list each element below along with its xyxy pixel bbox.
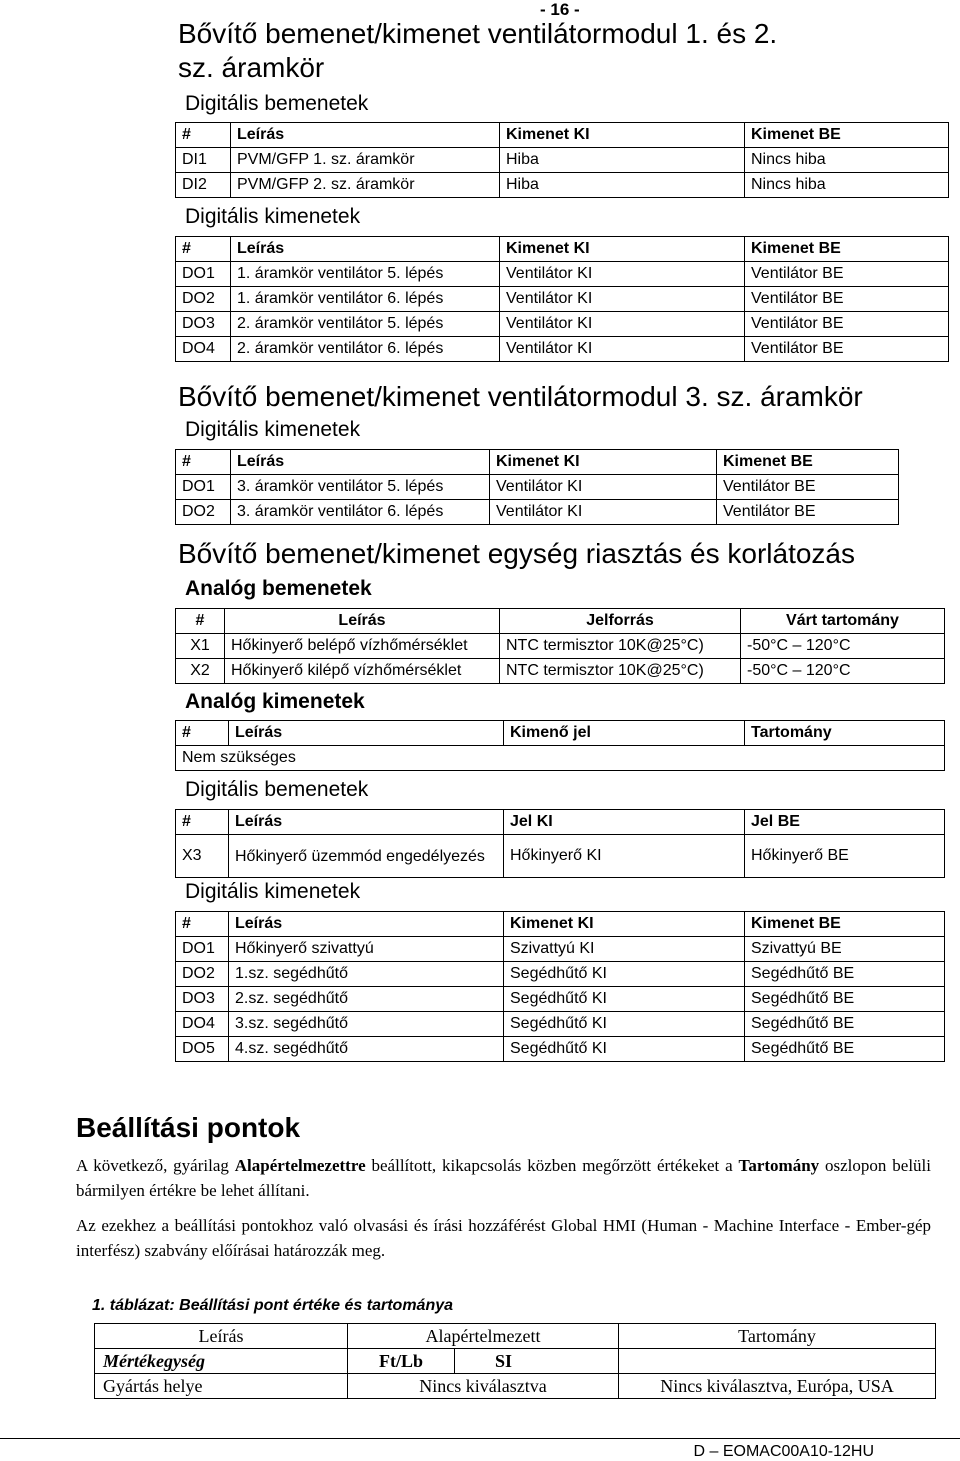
col-header: # bbox=[176, 123, 231, 148]
cell: DO3 bbox=[176, 312, 231, 337]
cell: PVM/GFP 2. sz. áramkör bbox=[231, 173, 500, 198]
table-row bbox=[176, 1012, 945, 1037]
table-header-row bbox=[95, 1324, 936, 1349]
cell: 4.sz. segédhűtő bbox=[229, 1037, 504, 1062]
para-bold-default: Alapértelmezettre bbox=[234, 1156, 366, 1175]
not-needed-note: Nem szükséges bbox=[176, 746, 945, 771]
table-caption: 1. táblázat: Beállítási pont értéke és tartománya bbox=[92, 1297, 454, 1314]
cell: Hőkinyerő szivattyú bbox=[229, 937, 504, 962]
settings-paragraph-2: Az ezekhez a beállítási pontokhoz való olvasási és írási hozzáférést Global HMI (Human - Machine Interface - Ember-gép interfész) szabvány előírásai határozzák meg. bbox=[76, 1216, 931, 1260]
table-row bbox=[176, 337, 949, 362]
cell: Hiba bbox=[500, 148, 745, 173]
col-header: Kimenő jel bbox=[504, 721, 745, 746]
cell bbox=[619, 1349, 936, 1374]
col-header: Leírás bbox=[225, 609, 500, 634]
cell: NTC termisztor 10K@25°C) bbox=[500, 659, 741, 684]
cell: Ventilátor BE bbox=[717, 475, 899, 500]
cell: Ventilátor KI bbox=[500, 287, 745, 312]
cell: 3. áramkör ventilátor 5. lépés bbox=[231, 475, 490, 500]
col-header: Kimenet BE bbox=[745, 237, 949, 262]
cell: Hőkinyerő KI bbox=[504, 835, 745, 878]
para-bold-range: Tartomány bbox=[738, 1156, 820, 1175]
cell: DO4 bbox=[176, 1012, 229, 1037]
col-header: Leírás bbox=[95, 1324, 348, 1349]
col-header: Tartomány bbox=[745, 721, 945, 746]
table-header-row bbox=[176, 237, 949, 262]
col-header: Jel KI bbox=[504, 810, 745, 835]
col-header: Kimenet KI bbox=[500, 123, 745, 148]
cell: Segédhűtő KI bbox=[504, 1037, 745, 1062]
cell: DO2 bbox=[176, 287, 231, 312]
cell: PVM/GFP 1. sz. áramkör bbox=[231, 148, 500, 173]
table-row bbox=[176, 287, 949, 312]
cell: DO2 bbox=[176, 962, 229, 987]
footer-doc-code: D – EOMAC00A10-12HU bbox=[693, 1443, 874, 1460]
table-row bbox=[176, 312, 949, 337]
cell: Segédhűtő KI bbox=[504, 1012, 745, 1037]
cell: DO4 bbox=[176, 337, 231, 362]
table-row bbox=[176, 987, 945, 1012]
cell: 3. áramkör ventilátor 6. lépés bbox=[231, 500, 490, 525]
col-header: Tartomány bbox=[619, 1324, 936, 1349]
setpoint-table bbox=[94, 1323, 936, 1399]
cell: 3.sz. segédhűtő bbox=[229, 1012, 504, 1037]
cell: DO1 bbox=[176, 937, 229, 962]
table-row bbox=[176, 1037, 945, 1062]
cell: X2 bbox=[176, 659, 225, 684]
cell: DI1 bbox=[176, 148, 231, 173]
col-header: Leírás bbox=[229, 810, 504, 835]
cell: Hőkinyerő kilépő vízhőmérséklet bbox=[225, 659, 500, 684]
col-header: Leírás bbox=[231, 450, 490, 475]
cell: DI2 bbox=[176, 173, 231, 198]
digital-outputs-heading: Digitális kimenetek bbox=[185, 880, 361, 903]
cell: Szivattyú BE bbox=[745, 937, 945, 962]
cell: 1.sz. segédhűtő bbox=[229, 962, 504, 987]
cell: Ventilátor KI bbox=[490, 475, 717, 500]
table-header-row bbox=[176, 609, 945, 634]
section-1-digital-inputs-table bbox=[175, 122, 949, 198]
section-1-title: Bővítő bemenet/kimenet ventilátormodul 1. és 2. sz. áramkör bbox=[178, 18, 778, 83]
table-header-row bbox=[176, 450, 899, 475]
cell: DO3 bbox=[176, 987, 229, 1012]
cell: Segédhűtő BE bbox=[745, 987, 945, 1012]
col-header: Leírás bbox=[229, 912, 504, 937]
section-1-digital-inputs-heading: Digitális bemenetek bbox=[185, 92, 369, 115]
cell: Segédhűtő KI bbox=[504, 962, 745, 987]
col-header: Leírás bbox=[229, 721, 504, 746]
cell: Ventilátor KI bbox=[500, 262, 745, 287]
digital-inputs-heading: Digitális bemenetek bbox=[185, 778, 369, 801]
col-header: Várt tartomány bbox=[741, 609, 945, 634]
col-header: # bbox=[176, 609, 225, 634]
col-header: # bbox=[176, 721, 229, 746]
cell: Hiba bbox=[500, 173, 745, 198]
settings-paragraph-1 bbox=[76, 1153, 931, 1203]
digital-outputs-table bbox=[175, 911, 945, 1062]
col-header: Kimenet KI bbox=[490, 450, 717, 475]
unit-si: SI bbox=[455, 1349, 619, 1374]
cell: 1. áramkör ventilátor 6. lépés bbox=[231, 287, 500, 312]
table-row bbox=[95, 1374, 936, 1399]
cell: Nincs kiválasztva, Európa, USA bbox=[619, 1374, 936, 1399]
col-header: Alapértelmezett bbox=[348, 1324, 619, 1349]
cell: Segédhűtő BE bbox=[745, 962, 945, 987]
table-row bbox=[176, 937, 945, 962]
analog-outputs-heading: Analóg kimenetek bbox=[185, 690, 365, 713]
cell: Hőkinyerő BE bbox=[745, 835, 945, 878]
cell: NTC termisztor 10K@25°C) bbox=[500, 634, 741, 659]
table-row bbox=[176, 173, 949, 198]
cell: X3 bbox=[176, 835, 229, 878]
table-row bbox=[176, 659, 945, 684]
analog-inputs-heading: Analóg bemenetek bbox=[185, 577, 372, 600]
col-header: # bbox=[176, 912, 229, 937]
cell: Nincs hiba bbox=[745, 148, 949, 173]
table-row bbox=[176, 500, 899, 525]
cell: 2.sz. segédhűtő bbox=[229, 987, 504, 1012]
cell: DO2 bbox=[176, 500, 231, 525]
cell: 2. áramkör ventilátor 6. lépés bbox=[231, 337, 500, 362]
section-1-digital-outputs-heading: Digitális kimenetek bbox=[185, 205, 361, 228]
analog-inputs-table bbox=[175, 608, 945, 684]
section-3-title: Bővítő bemenet/kimenet egység riasztás és korlátozás bbox=[178, 538, 856, 569]
cell: -50°C – 120°C bbox=[741, 659, 945, 684]
col-header: # bbox=[176, 810, 229, 835]
cell: 1. áramkör ventilátor 5. lépés bbox=[231, 262, 500, 287]
digital-inputs-table bbox=[175, 809, 945, 878]
cell: 2. áramkör ventilátor 5. lépés bbox=[231, 312, 500, 337]
cell: Szivattyú KI bbox=[504, 937, 745, 962]
cell: DO1 bbox=[176, 262, 231, 287]
cell: Segédhűtő KI bbox=[504, 987, 745, 1012]
col-header: Kimenet BE bbox=[717, 450, 899, 475]
col-header: Jel BE bbox=[745, 810, 945, 835]
col-header: Kimenet BE bbox=[745, 912, 945, 937]
table-header-row bbox=[176, 123, 949, 148]
table-row bbox=[95, 1349, 936, 1374]
table-header-row bbox=[176, 912, 945, 937]
table-row bbox=[176, 148, 949, 173]
table-header-row bbox=[176, 721, 945, 746]
col-header: # bbox=[176, 237, 231, 262]
cell: Ventilátor BE bbox=[745, 337, 949, 362]
cell: Ventilátor KI bbox=[500, 337, 745, 362]
col-header: # bbox=[176, 450, 231, 475]
cell: Ventilátor BE bbox=[717, 500, 899, 525]
unit-label: Mértékegység bbox=[95, 1349, 348, 1374]
section-2-title: Bővítő bemenet/kimenet ventilátormodul 3. sz. áramkör bbox=[178, 381, 863, 412]
cell: Ventilátor KI bbox=[500, 312, 745, 337]
cell: DO1 bbox=[176, 475, 231, 500]
cell: Segédhűtő BE bbox=[745, 1012, 945, 1037]
cell: Nincs kiválasztva bbox=[348, 1374, 619, 1399]
cell: Ventilátor BE bbox=[745, 262, 949, 287]
section-2-digital-outputs-heading: Digitális kimenetek bbox=[185, 418, 361, 441]
col-header: Leírás bbox=[231, 237, 500, 262]
footer-divider bbox=[0, 1438, 960, 1439]
cell: Gyártás helye bbox=[95, 1374, 348, 1399]
cell: Hőkinyerő belépő vízhőmérséklet bbox=[225, 634, 500, 659]
cell: DO5 bbox=[176, 1037, 229, 1062]
cell: Hőkinyerő üzemmód engedélyezés bbox=[229, 835, 504, 878]
table-row bbox=[176, 634, 945, 659]
col-header: Jelforrás bbox=[500, 609, 741, 634]
col-header: Kimenet KI bbox=[500, 237, 745, 262]
table-row bbox=[176, 962, 945, 987]
cell: Nincs hiba bbox=[745, 173, 949, 198]
col-header: Leírás bbox=[231, 123, 500, 148]
section-1-digital-outputs-table bbox=[175, 236, 949, 362]
table-header-row bbox=[176, 810, 945, 835]
table-row bbox=[176, 746, 945, 771]
page-number: - 16 - bbox=[540, 0, 580, 19]
col-header: Kimenet BE bbox=[745, 123, 949, 148]
table-row bbox=[176, 835, 945, 878]
col-header: Kimenet KI bbox=[504, 912, 745, 937]
para-text: beállított, kikapcsolás közben megőrzött értékeket a bbox=[365, 1156, 739, 1175]
cell: Ventilátor BE bbox=[745, 287, 949, 312]
cell: X1 bbox=[176, 634, 225, 659]
cell: -50°C – 120°C bbox=[741, 634, 945, 659]
table-row bbox=[176, 262, 949, 287]
section-2-digital-outputs-table bbox=[175, 449, 899, 525]
table-row bbox=[176, 475, 899, 500]
analog-outputs-table bbox=[175, 720, 945, 771]
settings-title: Beállítási pontok bbox=[76, 1112, 301, 1143]
unit-imperial: Ft/Lb bbox=[348, 1349, 455, 1374]
cell: Ventilátor KI bbox=[490, 500, 717, 525]
cell: Segédhűtő BE bbox=[745, 1037, 945, 1062]
para-text: A következő, gyárilag bbox=[76, 1156, 235, 1175]
para-text: oszlopon belüli bármilyen értékre be lehet állítani. bbox=[76, 1156, 931, 1200]
cell: Ventilátor BE bbox=[745, 312, 949, 337]
